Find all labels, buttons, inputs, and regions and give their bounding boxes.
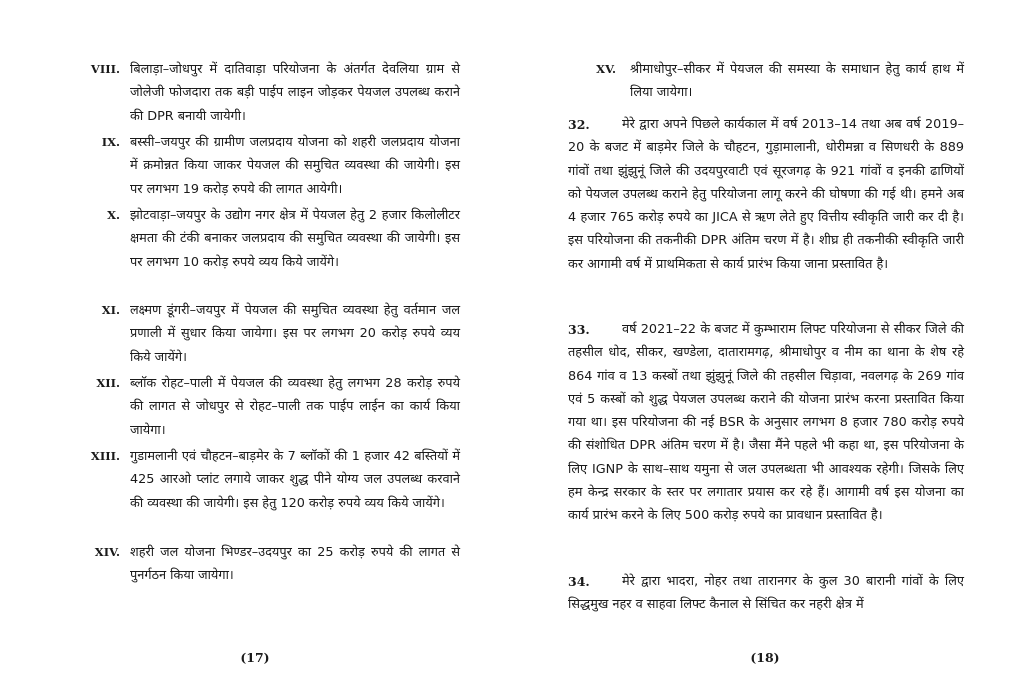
item-text: बिलाड़ा–जोधपुर में दातिवाड़ा परियोजना के अंतर्गत देवलिया ग्राम से जोलेजी फोजदारा तक बड़ी पाईप लाइन जोड़कर पेयजल उपलब्ध कराने की DPR बनायी जायेगी।: [130, 62, 460, 124]
list-item-x: [70, 204, 460, 299]
paragraph-32: [568, 113, 964, 303]
list-item-viii: [70, 58, 460, 130]
item-number: IX.: [101, 135, 120, 149]
item-number: XI.: [101, 303, 120, 317]
list-item-xv: [568, 58, 964, 108]
item-number: XIII.: [90, 449, 120, 463]
item-text: श्रीमाधोपुर–सीकर में पेयजल की समस्या के समाधान हेतु कार्य हाथ में लिया जायेगा।: [630, 62, 964, 101]
paragraph-34: [568, 570, 964, 620]
paragraph-number: 33.: [568, 322, 590, 337]
item-text: गुडामलानी एवं चौहटन–बाड़मेर के 7 ब्लॉकों की 1 हजार 42 बस्तियों में 425 आरओ प्लांट लगाये जाकर शुद्ध पीने योग्य जल उपलब्ध करवाने की व्यवस्था की जायेगी। इस हेतु 120 करोड़ रुपये व्यय किये जायेंगे।: [130, 449, 460, 511]
item-number: XIV.: [94, 545, 120, 559]
item-text: ब्लॉक रोहट–पाली में पेयजल की व्यवस्था हेतु लगभग 28 करोड़ रुपये की लागत से जोधपुर से रोहट–पाली तक पाईप लाईन का कार्य किया जायेगा।: [130, 376, 460, 438]
item-number: VIII.: [90, 62, 120, 76]
paragraph-text: मेरे द्वारा अपने पिछले कार्यकाल में वर्ष 2013–14 तथा अब वर्ष 2019–20 के बजट में बाड़मेर जिले के चौहटन, गुड़ामालानी, धोरीमन्ना व सिणधरी के 889 गांवों तथा झुंझुनूं जिले की उदयपुरवाटी एवं सूरजगढ़ के 921 गांवों व इनकी ढाणियों को पेयजल उपलब्ध कराने हेतु परियोजना लागू करने की घोषणा की गई थी। हमने अब 4 हजार 765 करोड़ रुपये का JICA से ऋण लेते हुए वित्तीय स्वीकृति जारी कर दी है। इस परियोजना की तकनीकी DPR अंतिम चरण में है। शीघ्र ही तकनीकी स्वीकृति जारी कर आगामी वर्ष में प्राथमिकता से कार्य प्रारंभ किया जाना प्रस्तावित है।: [568, 117, 964, 272]
item-number: XV.: [596, 62, 616, 76]
item-text: शहरी जल योजना भिण्डर–उदयपुर का 25 करोड़ रुपये की लागत से पुनर्गठन किया जायेगा।: [130, 545, 460, 584]
paragraph-text: मेरे द्वारा भादरा, नोहर तथा तारानगर के कुल 30 बारानी गांवों के लिए सिद्धमुख नहर व साहवा लिफ्ट कैनाल से सिंचित कर नहरी क्षेत्र में: [568, 574, 964, 613]
paragraph-number: 34.: [568, 574, 590, 589]
page-number-right: (18): [750, 650, 780, 665]
item-number: XII.: [96, 376, 120, 390]
paragraph-number: 32.: [568, 117, 590, 132]
item-text: झोटवाड़ा–जयपुर के उद्योग नगर क्षेत्र में पेयजल हेतु 2 हजार किलोलीटर क्षमता की टंकी बनाकर जलप्रदाय की समुचित व्यवस्था की जायेगी। इस पर लगभग 10 करोड़ रुपये व्यय किये जायेंगे।: [130, 208, 460, 270]
paragraph-text: वर्ष 2021–22 के बजट में कुम्भाराम लिफ्ट परियोजना से सीकर जिले की तहसील धोद, सीकर, खण्डेला, दातारामगढ़, श्रीमाधोपुर व नीम का थाना के शेष रहे 864 गांव व 13 कस्बों तथा झुंझुनूं जिले की तहसील चिड़ावा, नवलगढ़ के 269 गांव एवं 5 कस्बों को शुद्ध पेयजल उपलब्ध कराने की योजना प्रारंभ करना प्रस्तावित किया गया था। इस परियोजना की नई BSR के अनुसार लगभग 8 हजार 780 करोड़ रुपये की संशोधित DPR अंतिम चरण में है। जैसा मैंने पहले भी कहा था, इस परियोजना के लिए IGNP के साथ–साथ यमुना से जल उपलब्धता भी आवश्यक रहेगी। जिसके लिए हम केन्द्र सरकार के स्तर पर लगातार प्रयास कर रहे हैं। आगामी वर्ष इस योजना का कार्य प्रारंभ करने के लिए 500 करोड़ रुपये का प्रावधान प्रस्तावित है।: [568, 322, 964, 524]
list-item-xiii: [70, 445, 460, 540]
page-number-left: (17): [240, 650, 270, 665]
paragraph-33: [568, 318, 964, 556]
item-text: बस्सी–जयपुर की ग्रामीण जलप्रदाय योजना को शहरी जलप्रदाय योजना में क्रमोन्नत किया जाकर पेयजल की समुचित व्यवस्था की जायेगी। इस पर लगभग 19 करोड़ रुपये की लागत आयेगी।: [130, 135, 460, 197]
list-item-xiv: [70, 541, 460, 591]
list-item-xi: [70, 299, 460, 371]
item-text: लक्ष्मण डूंगरी–जयपुर में पेयजल की समुचित व्यवस्था हेतु वर्तमान जल प्रणाली में सुधार किया जायेगा। इस पर लगभग 20 करोड़ रुपये व्यय किये जायेंगे।: [130, 303, 460, 365]
list-item-ix: [70, 131, 460, 203]
list-item-xii: [70, 372, 460, 444]
item-number: X.: [107, 208, 120, 222]
